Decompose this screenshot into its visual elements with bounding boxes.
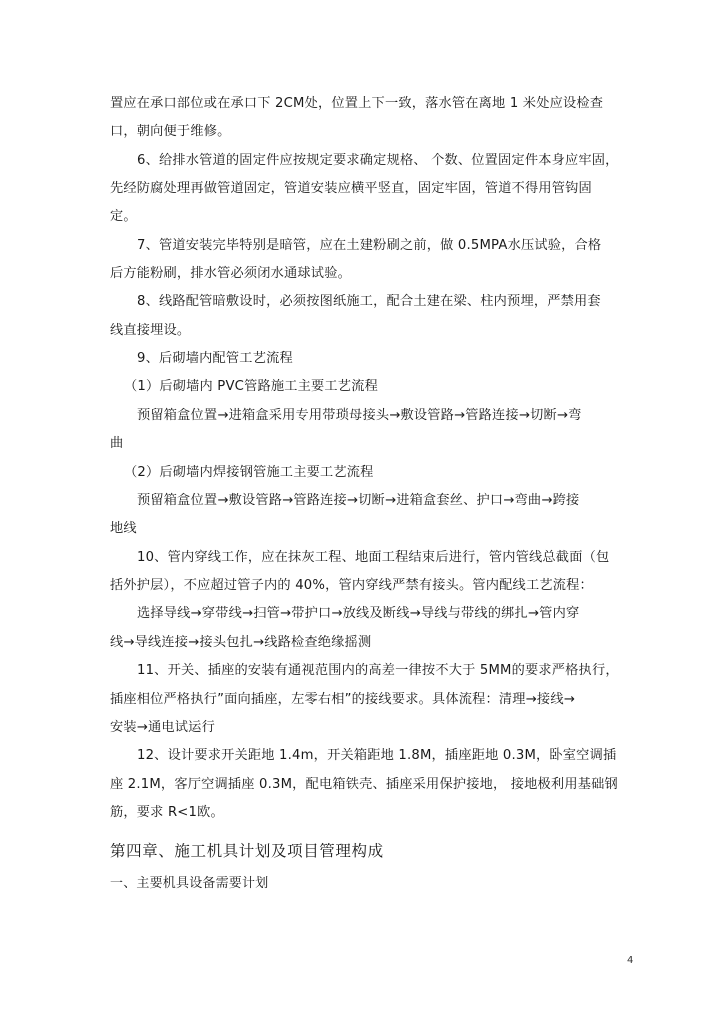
- paragraph-line: 8、线路配管暗敷设时，必须按图纸施工，配合土建在梁、柱内预埋，严禁用套: [137, 294, 601, 309]
- paragraph-line: 预留箱盒位置→敷设管路→管路连接→切断→进箱盒套丝、护口→弯曲→跨接: [137, 493, 580, 508]
- paragraph-line: （1）后砌墙内 PVC管路施工主要工艺流程: [124, 379, 378, 394]
- paragraph-line: 后方能粉刷，排水管必须闭水通球试验。: [110, 266, 351, 281]
- paragraph-line: 括外护层），不应超过管子内的 40%，管内穿线严禁有接头。管内配线工艺流程：: [110, 578, 593, 593]
- paragraph-line: 线→导线连接→接头包扎→线路检查绝缘摇测: [110, 635, 372, 650]
- section-heading: 一、主要机具设备需要计划: [110, 876, 269, 891]
- page-number: 4: [627, 955, 634, 966]
- paragraph-line: 安装→通电试运行: [110, 720, 215, 735]
- paragraph-line: 插座相位严格执行”面向插座，左零右相”的接线要求。具体流程：清理→接线→: [110, 692, 575, 707]
- paragraph-line: （2）后砌墙内焊接钢管施工主要工艺流程: [124, 465, 374, 480]
- paragraph-line: 9、后砌墙内配管工艺流程: [137, 351, 293, 366]
- paragraph-line: 先经防腐处理再做管道固定，管道安装应横平竖直，固定牢固，管道不得用管钩固: [110, 181, 592, 196]
- paragraph-line: 线直接埋设。: [110, 323, 191, 338]
- paragraph-line: 座 2.1M，客厅空调插座 0.3M，配电箱铁壳、插座采用保护接地， 接地极利用基础钢: [110, 777, 618, 792]
- paragraph-line: 7、管道安装完毕特别是暗管，应在土建粉刷之前，做 0.5MPA水压试验，合格: [137, 238, 602, 253]
- paragraph-line: 6、给排水管道的固定件应按规定要求确定规格、 个数、位置固定件本身应牢固，: [137, 153, 619, 168]
- paragraph-line: 定。: [110, 209, 137, 224]
- paragraph-line: 选择导线→穿带线→扫管→带护口→放线及断线→导线与带线的绑扎→管内穿: [137, 606, 580, 621]
- paragraph-line: 地线: [110, 521, 137, 536]
- paragraph-line: 11、开关、插座的安装有通视范围内的高差一律按不大于 5MM的要求严格执行，: [137, 663, 619, 678]
- chapter-heading: 第四章、施工机具计划及项目管理构成: [110, 842, 384, 860]
- paragraph-line: 10、管内穿线工作，应在抹灰工程、地面工程结束后进行，管内管线总截面（包: [137, 550, 610, 565]
- paragraph-line: 口，朝向便于维修。: [110, 124, 231, 139]
- paragraph-line: 预留箱盒位置→进箱盒采用专用带琐母接头→敷设管路→管路连接→切断→弯: [137, 408, 582, 423]
- paragraph-line: 曲: [110, 436, 124, 451]
- paragraph-line: 12、设计要求开关距地 1.4m，开关箱距地 1.8M，插座距地 0.3M，卧室空调插: [137, 748, 617, 763]
- paragraph-line: 置应在承口部位或在承口下 2CM处，位置上下一致，落水管在离地 1 米处应设检查: [110, 96, 604, 111]
- paragraph-line: 筋，要求 R<1欧。: [110, 805, 224, 820]
